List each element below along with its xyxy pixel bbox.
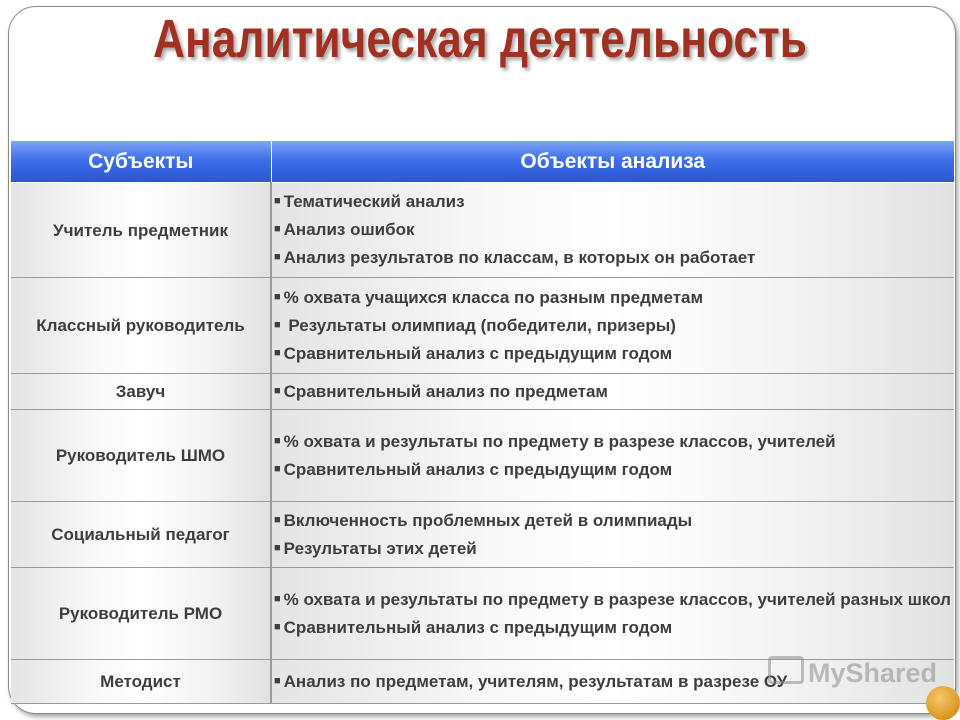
objects-cell [271, 278, 954, 374]
subject-cell: Руководитель РМО [11, 568, 271, 660]
item-text: Результаты этих детей [283, 538, 477, 558]
subject-cell: Учитель предметник [11, 183, 271, 278]
table-row [11, 502, 954, 568]
bullet-icon: ■ [274, 223, 281, 235]
bullet-icon: ■ [274, 346, 281, 359]
subject-cell: Завуч [11, 374, 271, 410]
watermark [768, 656, 937, 689]
bullet-icon: ■ [274, 592, 281, 605]
watermark-text: MyShared [808, 658, 938, 688]
item-text: Включенность проблемных детей в олимпиады [283, 510, 693, 530]
column-header-subjects: Субъекты [11, 141, 271, 183]
bullet-icon: ■ [274, 195, 281, 207]
objects-cell [271, 502, 954, 568]
list-item [272, 615, 954, 640]
bullet-icon: ■ [274, 462, 281, 475]
item-text: Сравнительный анализ с предыдущим годом [283, 617, 673, 637]
objects-cell [271, 374, 954, 410]
item-text: Сравнительный анализ с предыдущим годом [283, 343, 673, 363]
list-item [272, 508, 954, 533]
page-title: Аналитическая деятельность [153, 9, 807, 69]
bullet-icon: ■ [274, 513, 281, 526]
bullet-icon: ■ [274, 384, 281, 397]
bullet-icon: ■ [274, 620, 281, 633]
table-row [11, 410, 954, 502]
bullet-icon: ■ [274, 541, 281, 554]
subject-cell: Руководитель ШМО [11, 410, 271, 502]
list-item [272, 341, 954, 366]
item-text: Сравнительный анализ с предыдущим годом [283, 459, 673, 479]
list-item [272, 217, 954, 242]
list-item [272, 313, 954, 338]
column-header-objects: Объекты анализа [271, 141, 954, 183]
objects-cell [271, 410, 954, 502]
table-header-row [11, 141, 954, 183]
item-text: % охвата учащихся класса по разным предметам [283, 287, 704, 307]
item-text: Анализ по предметам, учителям, результатам в разрезе ОУ [283, 671, 788, 691]
list-item [272, 379, 954, 404]
list-item [272, 245, 954, 270]
table-row [11, 568, 954, 660]
item-text: Тематический анализ [283, 192, 465, 211]
bullet-icon: ■ [274, 318, 281, 331]
bullet-icon: ■ [274, 674, 281, 687]
item-text: Анализ результатов по классам, в которых он работает [283, 248, 756, 267]
list-item [272, 429, 954, 454]
subject-cell: Методист [11, 660, 271, 704]
item-text: % охвата и результаты по предмету в разрезе классов, учителей [283, 431, 836, 451]
list-item [272, 457, 954, 482]
objects-cell [271, 183, 954, 278]
list-item [272, 285, 954, 310]
bullet-icon: ■ [274, 290, 281, 303]
item-text: % охвата и результаты по предмету в разрезе классов, учителей разных школ [283, 589, 951, 609]
presentation-icon [768, 656, 804, 684]
table-row [11, 183, 954, 278]
item-text: Сравнительный анализ по предметам [283, 381, 608, 401]
bullet-icon: ■ [274, 251, 281, 263]
analysis-table [11, 141, 954, 704]
list-item [272, 587, 954, 612]
list-item [272, 189, 954, 214]
subject-cell: Социальный педагог [11, 502, 271, 568]
subject-cell: Классный руководитель [11, 278, 271, 374]
list-item [272, 536, 954, 561]
objects-cell [271, 568, 954, 660]
corner-orb-icon [926, 686, 960, 720]
table-row [11, 278, 954, 374]
item-text: Результаты олимпиад (победители, призеры) [283, 315, 676, 335]
bullet-icon: ■ [274, 434, 281, 447]
item-text: Анализ ошибок [283, 220, 415, 239]
table-row [11, 374, 954, 410]
